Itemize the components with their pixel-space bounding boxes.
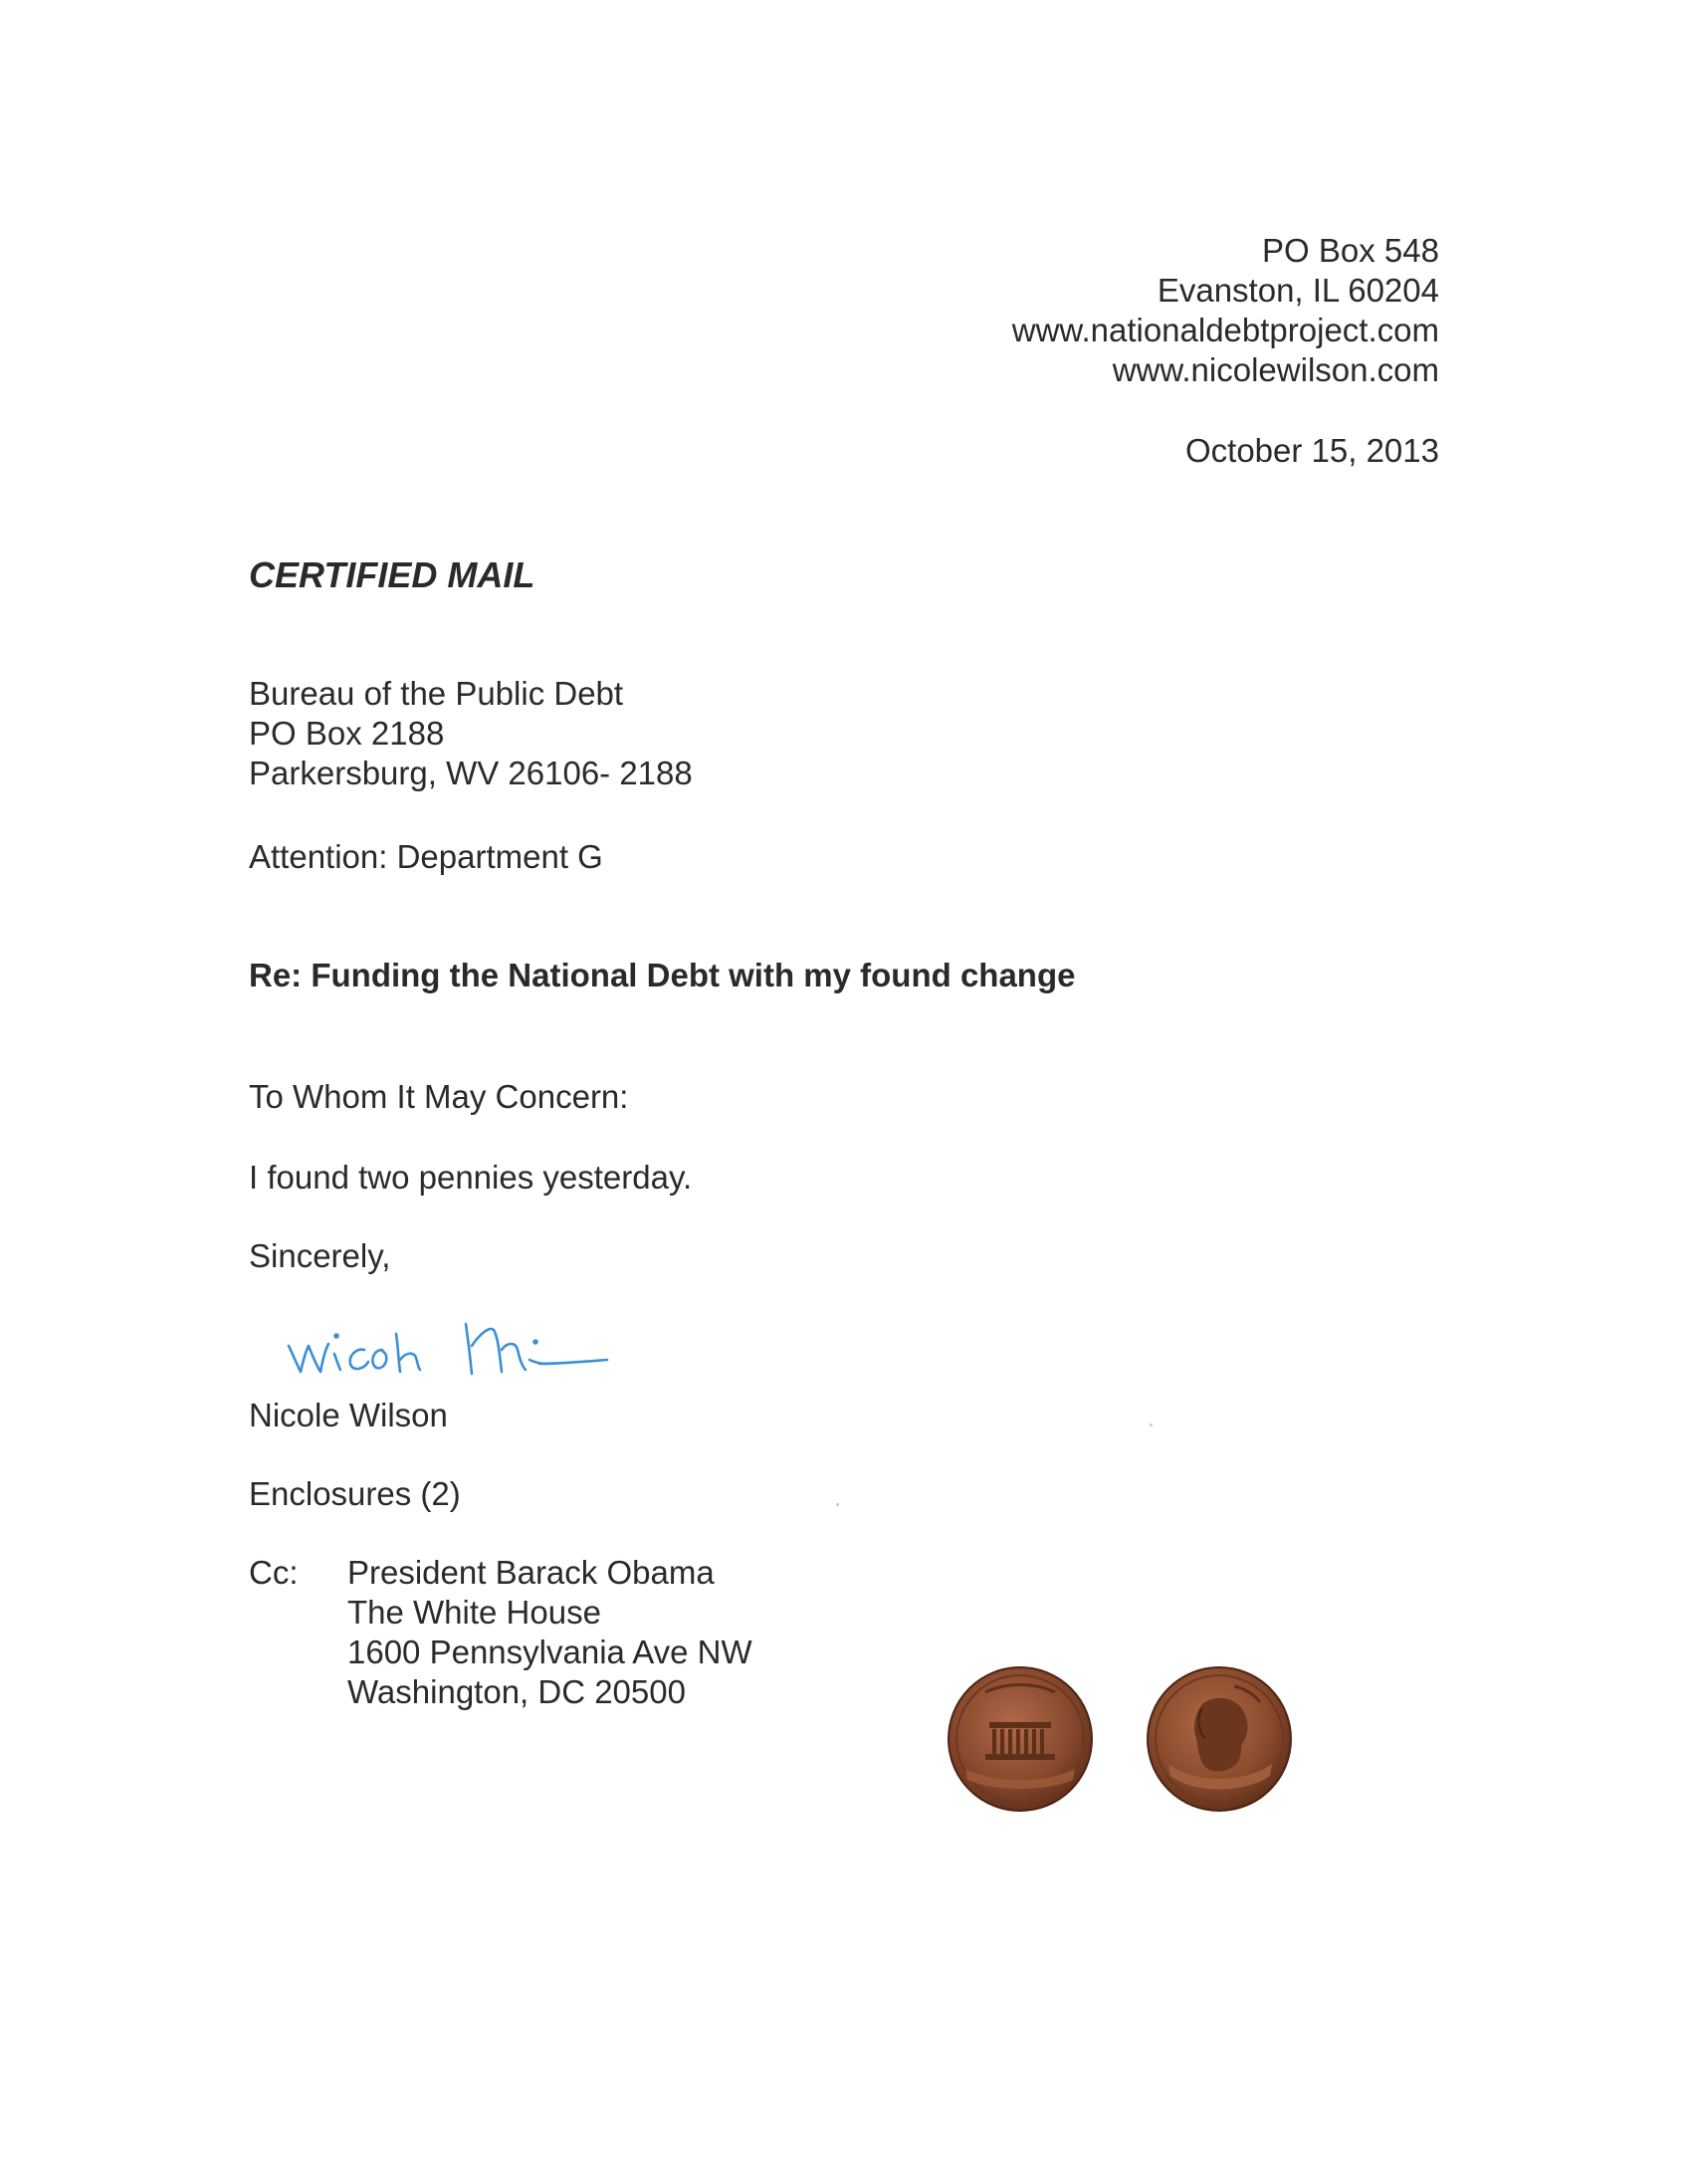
scan-speck (1150, 1423, 1153, 1426)
sender-address (1012, 231, 1439, 390)
sender-address-line: PO Box 548 (1262, 232, 1439, 269)
cc-line: President Barack Obama (347, 1554, 715, 1591)
signature-image (279, 1294, 617, 1384)
cc-recipient (347, 1553, 752, 1712)
recipient-address (249, 674, 693, 793)
subject-line: Re: Funding the National Debt with my found change (249, 957, 1076, 993)
sender-address-line: www.nationaldebtproject.com (1011, 312, 1439, 348)
cc-label: Cc: (249, 1554, 299, 1591)
signer-name: Nicole Wilson (249, 1397, 448, 1433)
attention-line: Attention: Department G (249, 838, 603, 875)
mail-type-heading: CERTIFIED MAIL (249, 554, 535, 595)
penny-reverse-image (946, 1664, 1095, 1814)
closing: Sincerely, (249, 1237, 391, 1274)
recipient-address-line: Bureau of the Public Debt (249, 675, 624, 712)
recipient-address-line: Parkersburg, WV 26106- 2188 (249, 755, 693, 791)
cc-line: 1600 Pennsylvania Ave NW (347, 1634, 752, 1670)
cc-line: The White House (347, 1594, 601, 1631)
cc-line: Washington, DC 20500 (347, 1673, 686, 1710)
penny-obverse-image (1145, 1664, 1294, 1814)
enclosures-line: Enclosures (2) (249, 1475, 461, 1512)
letter-body: I found two pennies yesterday. (249, 1159, 693, 1196)
recipient-address-line: PO Box 2188 (249, 715, 445, 752)
salutation: To Whom It May Concern: (249, 1078, 629, 1115)
scan-speck (836, 1503, 839, 1506)
sender-address-line: www.nicolewilson.com (1112, 351, 1439, 388)
sender-address-line: Evanston, IL 60204 (1157, 272, 1439, 309)
letter-date: October 15, 2013 (1184, 432, 1439, 469)
